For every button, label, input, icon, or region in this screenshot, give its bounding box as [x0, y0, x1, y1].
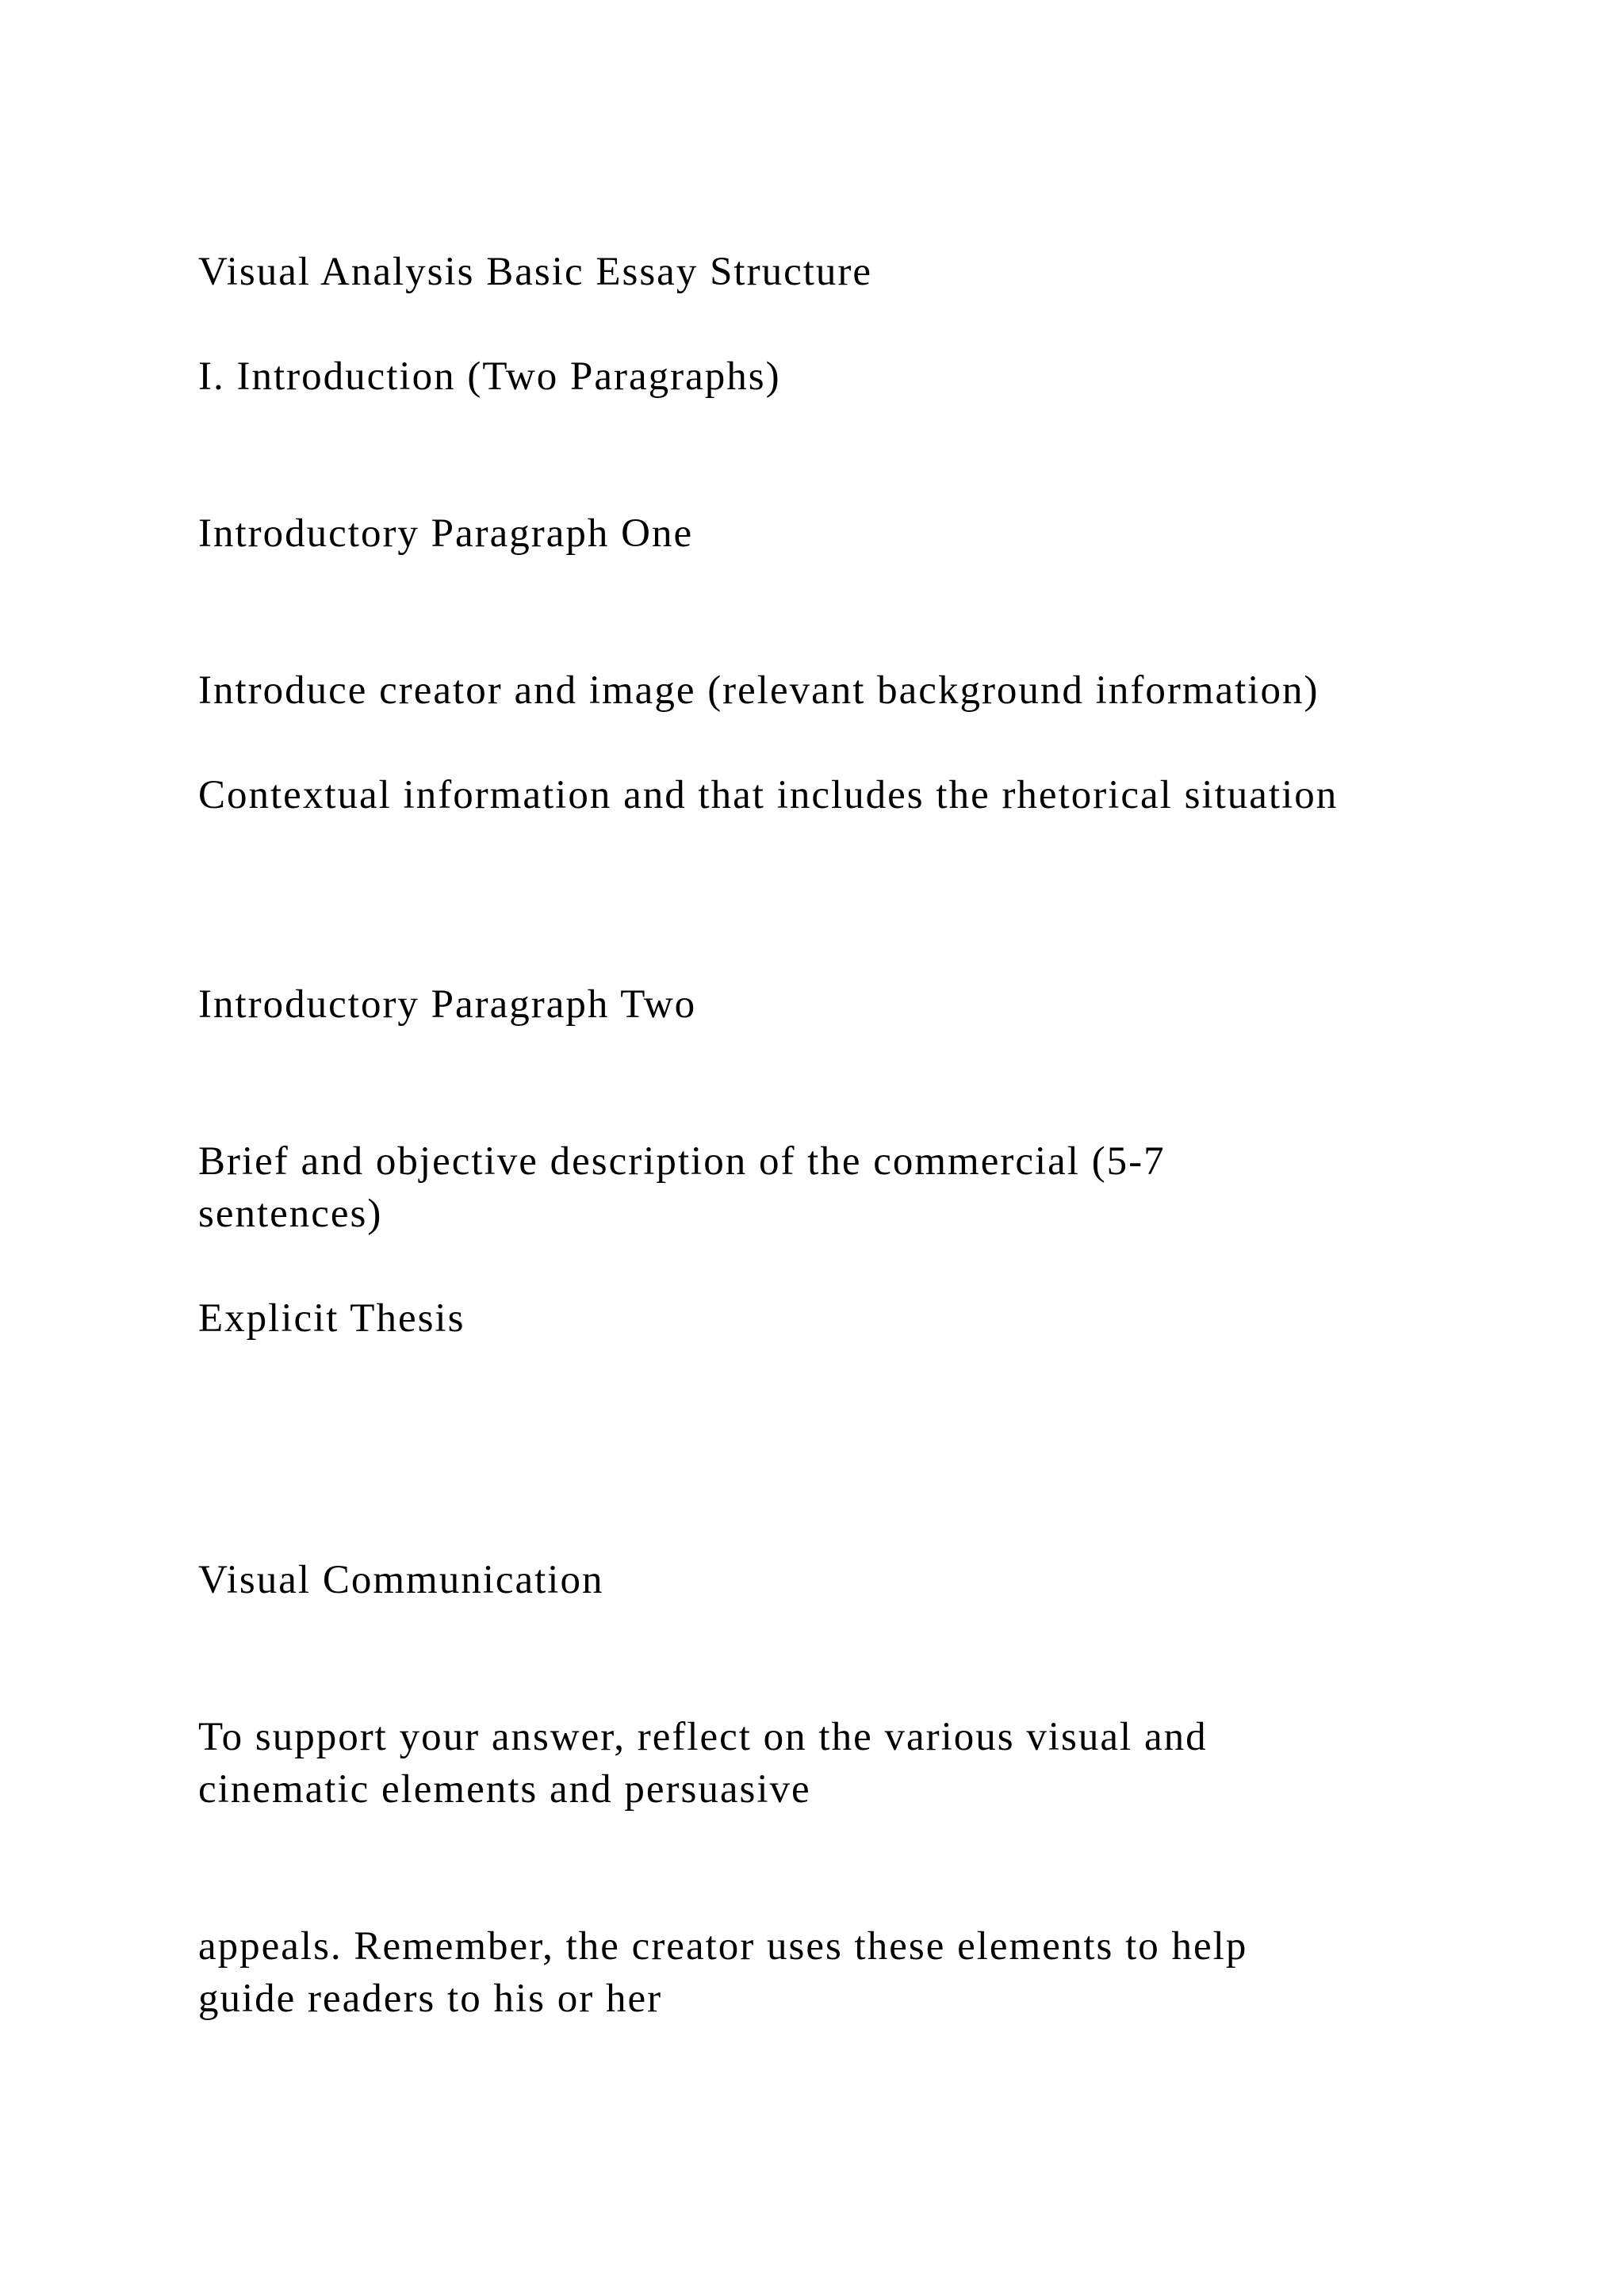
document-title: Visual Analysis Basic Essay Structure [198, 250, 873, 294]
body-line: Explicit Thesis [198, 1296, 465, 1341]
subheading: Introductory Paragraph One [198, 511, 694, 556]
subheading: Introductory Paragraph Two [198, 982, 697, 1027]
section-heading: I. Introduction (Two Paragraphs) [198, 354, 781, 399]
body-line: Contextual information and that includes the rhetorical situation [198, 773, 1339, 817]
body-line: Brief and objective description of the commercial (5-7 [198, 1139, 1166, 1184]
body-line: Introduce creator and image (relevant background information) [198, 668, 1320, 713]
subheading: Visual Communication [198, 1558, 604, 1602]
body-line: sentences) [198, 1192, 383, 1236]
body-line: guide readers to his or her [198, 1976, 663, 2021]
body-line: appeals. Remember, the creator uses these elements to help [198, 1924, 1248, 1969]
body-line: To support your answer, reflect on the various visual and [198, 1715, 1208, 1759]
body-line: cinematic elements and persuasive [198, 1767, 811, 1812]
